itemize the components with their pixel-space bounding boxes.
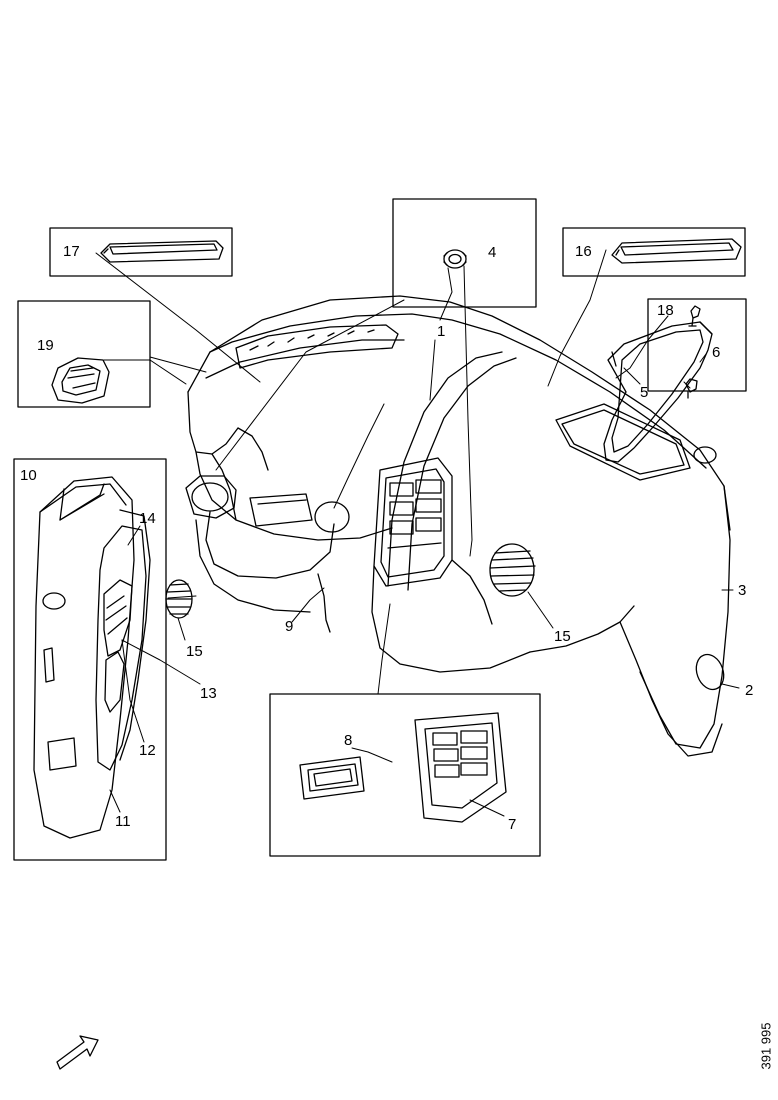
- callout-15-left: 15: [186, 643, 203, 660]
- leader-9: [292, 588, 324, 622]
- callout-3: 3: [738, 582, 747, 599]
- sheet-code: [758, 1006, 774, 1086]
- leader-15-left: [178, 618, 185, 640]
- callout-13: 13: [200, 685, 217, 702]
- callout-12: 12: [139, 742, 156, 759]
- leader-5: [624, 368, 640, 384]
- leader-19b: [150, 357, 206, 372]
- callout-10: 10: [20, 467, 37, 484]
- callout-1: 1: [437, 323, 446, 340]
- callout-6: 6: [712, 344, 721, 361]
- callout-17: 17: [63, 243, 80, 260]
- callout-8: 8: [344, 732, 353, 749]
- leader-1: [430, 340, 435, 400]
- leader-1b: [334, 404, 384, 508]
- sheet-code-text: 391 995: [758, 1022, 774, 1070]
- callout-18: 18: [657, 302, 674, 319]
- direction-arrow: [57, 1036, 98, 1069]
- callout-2: 2: [745, 682, 754, 699]
- callout-5: 5: [640, 384, 649, 401]
- callout-11: 11: [115, 813, 131, 830]
- callout-4: 4: [488, 244, 497, 261]
- detail-box-7: [270, 694, 540, 856]
- callout-7: 7: [508, 816, 517, 833]
- detail-box-19: [18, 301, 150, 407]
- callout-9: 9: [285, 618, 294, 635]
- leader-15-right: [528, 592, 553, 628]
- leader-2: [722, 684, 739, 688]
- callout-14: 14: [139, 510, 156, 527]
- callout-16: 16: [575, 243, 592, 260]
- callout-19: 19: [37, 337, 54, 354]
- leader-7-up: [378, 604, 390, 694]
- callout-15-right: 15: [554, 628, 571, 645]
